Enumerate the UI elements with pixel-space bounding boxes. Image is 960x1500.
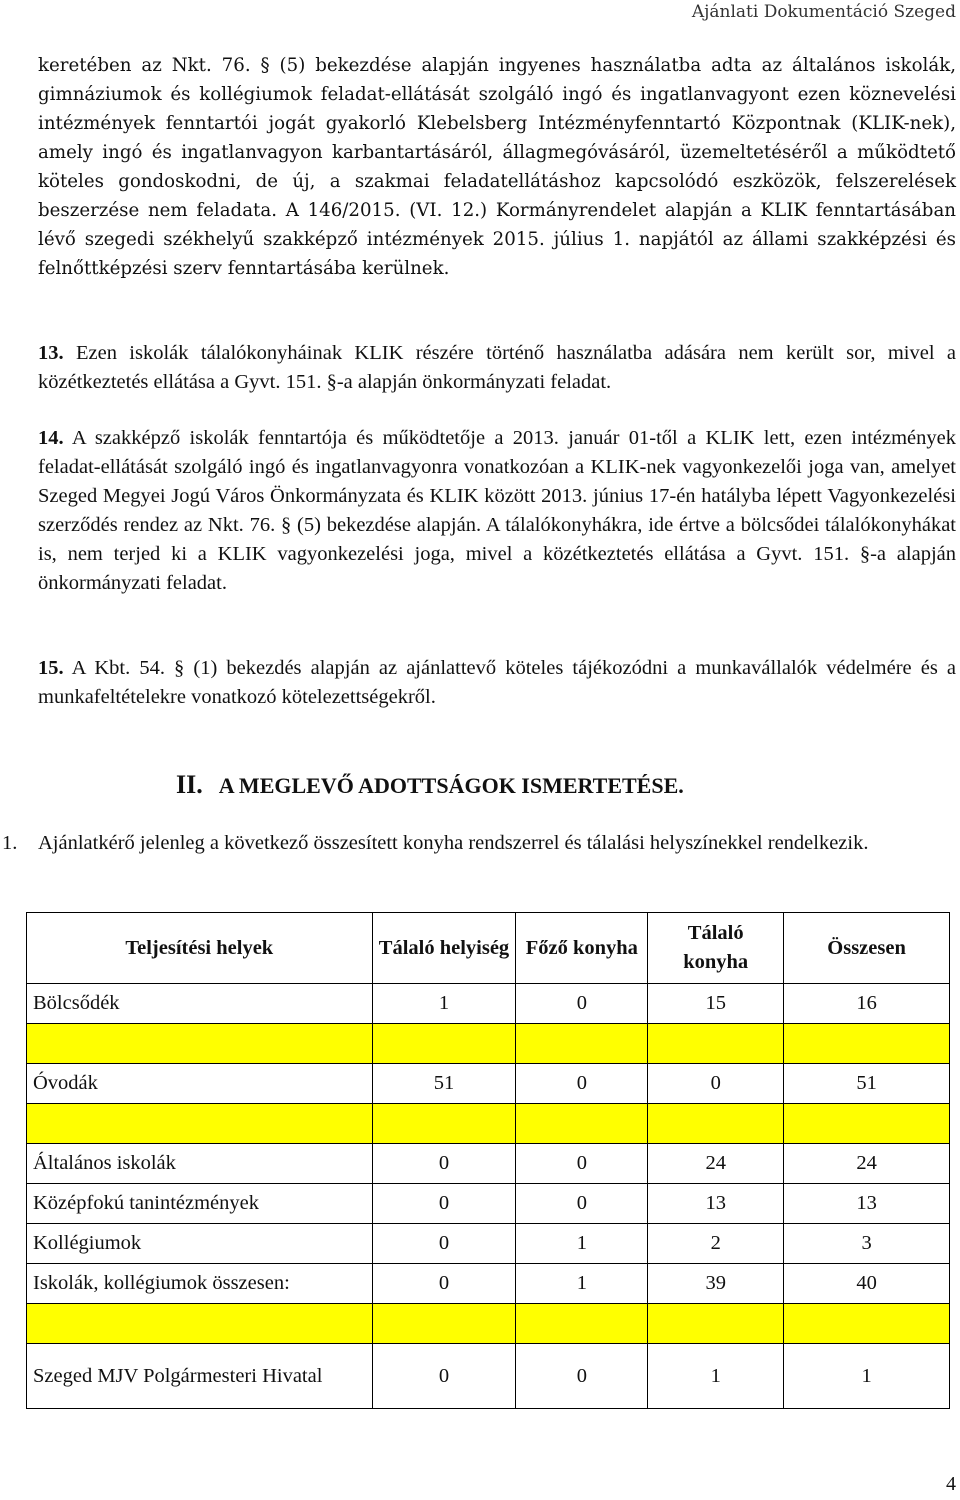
table-cell: 1: [516, 1264, 648, 1304]
table-cell: 0: [516, 1064, 648, 1104]
highlighted-empty-row: [27, 1304, 950, 1344]
highlighted-empty-row: [27, 1104, 950, 1144]
table-cell: 0: [372, 1344, 516, 1409]
page-number: 4: [946, 1473, 956, 1495]
table-cell: 1: [648, 1344, 784, 1409]
table-row: [27, 984, 950, 1024]
table-cell: 0: [516, 984, 648, 1024]
table-cell: 51: [784, 1064, 950, 1104]
paragraph-14-text: A szakképző iskolák fenntartója és működtetője a 2013. január 01-től a KLIK lett, ezen intézmények feladat-ellátását szolgáló ingó és ingatlanvagyonra vonatkozóan a KLIK-nek vagyonkezelői joga van, amelyet Szeged Megyei Jogú Város Önkormányzata és KLIK között 2013. június 17-én hatályba lépett Vagyonkezelési szerződés rendez az Nkt. 76. § (5) bekezdése alapján. A tálalókonyhákra, ide értve a bölcsődei tálalókonyhákat is, nem terjed ki a KLIK vagyonkezelési joga, mivel a közétkeztetés ellátása a Gyvt. 151. §-a alapján önkormányzati feladat.: [38, 427, 956, 594]
item-1-label: 1.: [2, 832, 18, 854]
table-row: [27, 1344, 950, 1409]
paragraph-14: [38, 424, 956, 598]
table-cell: 40: [784, 1264, 950, 1304]
table-cell: 0: [516, 1144, 648, 1184]
highlighted-empty-row: [27, 1024, 950, 1064]
header-cell: Összesen: [784, 913, 950, 984]
header-cell: Teljesítési helyek: [27, 913, 373, 984]
row-label: Kollégiumok: [27, 1224, 373, 1264]
table-cell: 0: [372, 1224, 516, 1264]
table-cell: 13: [648, 1184, 784, 1224]
table-cell: 0: [372, 1264, 516, 1304]
table-cell: 24: [648, 1144, 784, 1184]
row-label: Bölcsődék: [27, 984, 373, 1024]
table-cell: 24: [784, 1144, 950, 1184]
document-header-title: Ajánlati Dokumentáció Szeged: [691, 2, 956, 22]
table-cell: 3: [784, 1224, 950, 1264]
paragraph-15-number: 15.: [38, 657, 64, 679]
header-cell: Tálaló konyha: [648, 913, 784, 984]
row-label: Iskolák, kollégiumok összesen:: [27, 1264, 373, 1304]
table-cell: 0: [516, 1184, 648, 1224]
header-cell: Tálaló helyiség: [372, 913, 516, 984]
table-row: [27, 1184, 950, 1224]
table-row: [27, 1144, 950, 1184]
section-title-text: A MEGLEVŐ ADOTTSÁGOK ISMERTETÉSE.: [218, 773, 684, 798]
paragraph-13: [38, 339, 956, 397]
table-cell: 0: [648, 1064, 784, 1104]
table-cell: 1: [372, 984, 516, 1024]
table-cell: 0: [372, 1144, 516, 1184]
table-row: [27, 1064, 950, 1104]
section-heading: [176, 770, 684, 800]
row-label: Óvodák: [27, 1064, 373, 1104]
table-row-subtotal: [27, 1264, 950, 1304]
table-cell: 0: [372, 1184, 516, 1224]
row-label: Általános iskolák: [27, 1144, 373, 1184]
table-cell: 0: [516, 1344, 648, 1409]
row-label: Középfokú tanintézmények: [27, 1184, 373, 1224]
section-roman-number: II.: [176, 770, 203, 799]
paragraph-15: [38, 654, 956, 712]
paragraph-12-continuation: keretében az Nkt. 76. § (5) bekezdése alapján ingyenes használatba adta az általános iskolák, gimnáziumok és kollégiumok feladat-ellátását szolgáló ingó és ingatlanvagyont ezen köznevelési intézmények fenntartói jogát gyakorló Klebelsberg Intézményfenntartó Központnak (KLIK-nek), amely ingó és ingatlanvagyon karbantartásáról, állagmegóvásáról, üzemeltetéséről a működtető köteles gondoskodni, de új, a szakmai feladatellátáshoz kapcsolódó eszközök, felszerelések beszerzése nem feladata. A 146/2015. (VI. 12.) Kormányrendelet alapján a KLIK fenntartásában lévő szegedi székhelyű szakképző intézmények 2015. július 1. napjától az állami szakképzési és felnőttképzési szerv fenntartásába kerülnek.: [38, 55, 956, 279]
table-cell: 51: [372, 1064, 516, 1104]
table-cell: 1: [516, 1224, 648, 1264]
paragraph-13-number: 13.: [38, 342, 64, 364]
paragraph-15-text: A Kbt. 54. § (1) bekezdés alapján az ajánlattevő köteles tájékozódni a munkavállalók védelmére és a munkafeltételekre vonatkozó kötelezettségekről.: [38, 657, 956, 708]
table-cell: 13: [784, 1184, 950, 1224]
paragraph-14-number: 14.: [38, 427, 64, 449]
table-row: [27, 1224, 950, 1264]
table-cell: 39: [648, 1264, 784, 1304]
paragraph-13-text: Ezen iskolák tálalókonyháinak KLIK részére történő használatba adására nem került sor, mivel a közétkeztetés ellátása a Gyvt. 151. §-a alapján önkormányzati feladat.: [38, 342, 957, 393]
table-cell: 2: [648, 1224, 784, 1264]
table-cell: 1: [784, 1344, 950, 1409]
header-cell: Főző konyha: [516, 913, 648, 984]
kitchen-summary-table: [26, 912, 950, 1409]
table-cell: 15: [648, 984, 784, 1024]
table-header-row: [27, 913, 950, 984]
table-cell: 16: [784, 984, 950, 1024]
item-1-text: Ajánlatkérő jelenleg a következő összesített konyha rendszerrel és tálalási helyszínekkel rendelkezik.: [38, 832, 869, 854]
row-label: Szeged MJV Polgármesteri Hivatal: [27, 1344, 373, 1409]
